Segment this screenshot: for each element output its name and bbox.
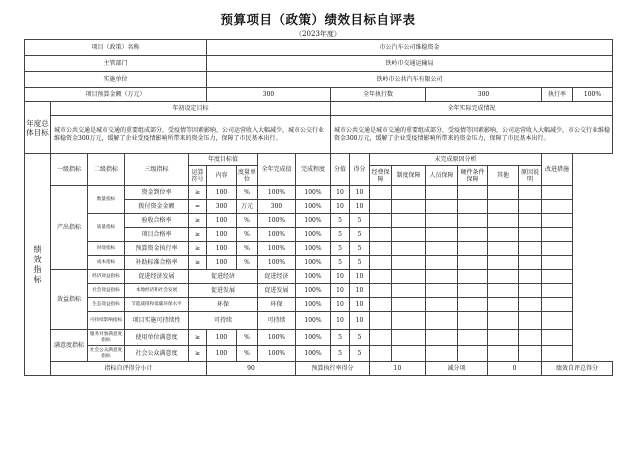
weight-cell: 10: [331, 312, 350, 330]
empty-cell: [519, 242, 542, 256]
budget-value: 300: [207, 88, 331, 102]
target-cell: 100: [207, 228, 237, 242]
empty-cell: [392, 186, 426, 200]
empty-cell: [370, 270, 392, 284]
weight-cell: 10: [331, 270, 350, 284]
level3-cell: 验收合格率: [125, 214, 189, 228]
evaluation-table: [24, 39, 613, 376]
score-cell: 10: [350, 270, 370, 284]
actual-cell: 100%: [258, 330, 296, 346]
empty-cell: [370, 330, 392, 346]
info-row-project: [25, 40, 613, 56]
empty-cell: [458, 298, 488, 312]
empty-cell: [458, 346, 488, 362]
level2-header: 二级指标: [88, 154, 125, 186]
empty-cell: [370, 298, 392, 312]
score-cell: 10: [350, 186, 370, 200]
level1-header: 一级指标: [51, 154, 88, 186]
score-cell: 5: [350, 242, 370, 256]
empty-cell: [519, 312, 542, 330]
weight-cell: 5: [331, 256, 350, 270]
score-cell: 5: [350, 346, 370, 362]
level3-cell: 促进经济发展: [125, 270, 189, 284]
empty-cell: [542, 200, 573, 214]
reason-note-header: 原因说明: [519, 166, 542, 186]
score-header: 得分: [350, 154, 370, 186]
level3-cell: 本地经济和社会发展: [125, 284, 189, 298]
weight-cell: 10: [331, 186, 350, 200]
empty-cell: [426, 298, 458, 312]
target-cell: 300: [207, 200, 237, 214]
operator-cell: ≥: [189, 346, 207, 362]
level2-cell: 时效指标: [88, 242, 125, 256]
empty-cell: [542, 256, 573, 270]
empty-cell: [458, 186, 488, 200]
level3-cell: 预算资金执行率: [125, 242, 189, 256]
unit-cell: %: [237, 186, 258, 200]
empty-cell: [458, 242, 488, 256]
empty-cell: [458, 214, 488, 228]
unit-header: 度量单位: [237, 166, 258, 186]
actual-cell: 可持续: [258, 312, 296, 330]
unit-label: 实施单位: [25, 72, 207, 88]
empty-cell: [426, 346, 458, 362]
target-cell: 促进发展: [189, 284, 258, 298]
perf-section-label: 绩效指标: [25, 154, 51, 376]
page-subtitle: （2023年度）: [295, 30, 341, 38]
table-row: [25, 242, 613, 249]
level2-cell: 社会效益指标: [88, 284, 125, 298]
weight-header: 分值: [331, 154, 350, 186]
level2-cell: 生态效益指标: [88, 298, 125, 312]
empty-cell: [519, 214, 542, 228]
empty-cell: [392, 242, 426, 256]
empty-cell: [519, 298, 542, 312]
empty-cell: [542, 346, 573, 362]
completion-cell: 100%: [296, 284, 331, 298]
empty-cell: [392, 284, 426, 298]
completion-cell: 100%: [296, 228, 331, 242]
empty-cell: [488, 228, 519, 242]
empty-cell: [519, 330, 542, 346]
score-cell: 10: [350, 200, 370, 214]
table-row: [25, 270, 613, 277]
empty-cell: [488, 214, 519, 228]
unit-cell: %: [237, 242, 258, 256]
weight-cell: 10: [331, 298, 350, 312]
completion-cell: 100%: [296, 298, 331, 312]
completion-cell: 100%: [296, 200, 331, 214]
table-row: [25, 214, 613, 221]
level2-cell: 成本指标: [88, 256, 125, 270]
level3-cell: 补助标准合格率: [125, 256, 189, 270]
actual-cell: 100%: [258, 228, 296, 242]
empty-cell: [426, 256, 458, 270]
reason-hardware-header: 硬件条件保障: [458, 166, 488, 186]
level2-cell: 服务对象满意度指标: [88, 330, 125, 346]
empty-cell: [392, 228, 426, 242]
content-header: 内容: [207, 166, 237, 186]
score-cell: 10: [350, 298, 370, 312]
reason-staff-header: 人员保障: [426, 166, 458, 186]
empty-cell: [458, 284, 488, 298]
actual-cell: 促进经济: [258, 270, 296, 284]
empty-cell: [458, 270, 488, 284]
annual-target-header: 年度目标值: [189, 154, 258, 166]
empty-cell: [542, 270, 573, 284]
actual-cell: 100%: [258, 256, 296, 270]
empty-cell: [370, 346, 392, 362]
empty-cell: [426, 214, 458, 228]
annual-goal-section-label: 年度总体目标: [25, 102, 51, 154]
unit-cell: %: [237, 214, 258, 228]
indicator-header-row-1: [25, 154, 613, 166]
initial-goal-header: 年初设定目标: [51, 102, 331, 116]
actual-cell: 300: [258, 200, 296, 214]
empty-cell: [392, 346, 426, 362]
empty-cell: [458, 256, 488, 270]
empty-cell: [488, 284, 519, 298]
completion-cell: 100%: [296, 330, 331, 346]
level3-header: 三级指标: [125, 154, 189, 186]
empty-cell: [370, 242, 392, 256]
deduct-label: 减分项: [426, 362, 488, 376]
actual-cell: 100%: [258, 242, 296, 256]
empty-cell: [370, 228, 392, 242]
score-cell: 5: [350, 228, 370, 242]
level2-cell: 经济效益指标: [88, 270, 125, 284]
rate-label: 执行率: [542, 88, 573, 102]
reason-system-header: 制度保障: [392, 166, 426, 186]
actual-goal-text: 城市公共交通是城市交通的重要组成部分，受疫情等因素影响，公司运营收入大幅减少，市公交行业维稳资金300万元，缓解了企业受疫情影响所带来的资金压力，保障了市民基本出行。: [331, 116, 613, 154]
actual-cell: 促进发展: [258, 284, 296, 298]
weight-cell: 5: [331, 242, 350, 256]
table-row: [25, 256, 613, 263]
level2-cell: 数量指标: [88, 186, 125, 214]
info-row-dept: [25, 56, 613, 72]
empty-cell: [542, 242, 573, 256]
unit-cell: %: [237, 330, 258, 346]
level3-cell: 资金到位率: [125, 186, 189, 200]
target-cell: 100: [207, 256, 237, 270]
level2-cell: 可持续影响指标: [88, 312, 125, 330]
level3-cell: 拨付资金金额: [125, 200, 189, 214]
empty-cell: [392, 270, 426, 284]
level2-cell: 社会公众满意度指标: [88, 346, 125, 362]
table-row: [25, 186, 613, 193]
exec-value: 300: [426, 88, 542, 102]
level3-cell: 节能减排和低碳环保水平: [125, 298, 189, 312]
budget-score-value: 10: [370, 362, 426, 376]
score-cell: 5: [350, 330, 370, 346]
empty-cell: [488, 186, 519, 200]
reason-other-header: 其他: [488, 166, 519, 186]
empty-cell: [392, 200, 426, 214]
empty-cell: [542, 298, 573, 312]
empty-cell: [519, 256, 542, 270]
level3-cell: 社会公众满意度: [125, 346, 189, 362]
empty-cell: [426, 270, 458, 284]
reasons-header: 未完成原因分析: [370, 154, 542, 166]
unit-cell: 万元: [237, 200, 258, 214]
empty-cell: [519, 228, 542, 242]
weight-cell: 10: [331, 200, 350, 214]
completion-cell: 100%: [296, 256, 331, 270]
weight-cell: 10: [331, 284, 350, 298]
target-cell: 100: [207, 346, 237, 362]
project-name-label: 项目（政策）名称: [25, 40, 207, 56]
level3-cell: 项目合格率: [125, 228, 189, 242]
empty-cell: [392, 298, 426, 312]
operator-cell: ≥: [189, 214, 207, 228]
total-label: 绩效自评总得分: [542, 362, 613, 376]
empty-cell: [370, 284, 392, 298]
level2-cell: 质量指标: [88, 214, 125, 242]
empty-cell: [370, 186, 392, 200]
empty-cell: [488, 312, 519, 330]
table-row: [25, 346, 613, 354]
target-cell: 环保: [189, 298, 258, 312]
actual-cell: 100%: [258, 346, 296, 362]
completion-cell: 100%: [296, 242, 331, 256]
level3-cell: 项目实施可持续性: [125, 312, 189, 330]
level1-output: 产出指标: [51, 186, 88, 270]
unit-cell: %: [237, 256, 258, 270]
page-title: 预算项目（政策）绩效目标自评表: [220, 12, 416, 27]
target-cell: 100: [207, 242, 237, 256]
actual-cell: 环保: [258, 298, 296, 312]
unit-cell: %: [237, 228, 258, 242]
empty-cell: [542, 186, 573, 200]
target-cell: 可持续: [189, 312, 258, 330]
actual-cell: 100%: [258, 186, 296, 200]
subtotal-label: 指标自评得分小计: [51, 362, 207, 376]
empty-cell: [392, 330, 426, 346]
target-cell: 100: [207, 330, 237, 346]
empty-cell: [370, 256, 392, 270]
actual-goal-header: 全年实际完成情况: [331, 102, 613, 116]
rate-value: 100%: [573, 88, 613, 102]
empty-cell: [426, 228, 458, 242]
empty-cell: [458, 200, 488, 214]
score-cell: 10: [350, 312, 370, 330]
project-name-value: 市公汽车公司维稳资金: [207, 40, 613, 56]
level1-benefit: 效益指标: [51, 270, 88, 330]
score-cell: 5: [350, 256, 370, 270]
score-cell: 10: [350, 284, 370, 298]
score-cell: 5: [350, 214, 370, 228]
empty-cell: [542, 228, 573, 242]
exec-label: 全年执行数: [331, 88, 426, 102]
budget-label: 项目预算金额（万元）: [25, 88, 207, 102]
completion-cell: 100%: [296, 270, 331, 284]
info-row-unit: [25, 72, 613, 88]
level3-cell: 使用单位满意度: [125, 330, 189, 346]
actual-header: 全年完成值: [258, 154, 296, 186]
footer-row: [25, 362, 613, 376]
dept-value: 铁岭市交通运输局: [207, 56, 613, 72]
operator-cell: ≥: [189, 228, 207, 242]
dept-label: 主管部门: [25, 56, 207, 72]
completion-cell: 100%: [296, 214, 331, 228]
empty-cell: [542, 312, 573, 330]
unit-value: 铁岭市公共汽车有限公司: [207, 72, 613, 88]
empty-cell: [392, 312, 426, 330]
operator-cell: =: [189, 200, 207, 214]
empty-cell: [426, 242, 458, 256]
info-row-budget: [25, 88, 613, 102]
empty-cell: [370, 312, 392, 330]
empty-cell: [542, 284, 573, 298]
empty-cell: [488, 298, 519, 312]
empty-cell: [458, 312, 488, 330]
empty-cell: [426, 312, 458, 330]
level1-satisfaction: 满意度指标: [51, 330, 88, 362]
reason-funding-header: 经费保障: [370, 166, 392, 186]
completion-cell: 100%: [296, 312, 331, 330]
completion-header: 完成程度: [296, 154, 331, 186]
empty-cell: [426, 200, 458, 214]
empty-cell: [542, 330, 573, 346]
target-cell: 100: [207, 186, 237, 200]
empty-cell: [426, 186, 458, 200]
empty-cell: [458, 228, 488, 242]
empty-cell: [488, 200, 519, 214]
empty-cell: [519, 284, 542, 298]
completion-cell: 100%: [296, 346, 331, 362]
empty-cell: [458, 330, 488, 346]
target-cell: 100: [207, 214, 237, 228]
initial-goal-text: 城市公共交通是城市交通的重要组成部分，受疫情等因素影响，公司运营收入大幅减少，城市公交行业维稳资金300万元，缓解了企业受疫情影响所带来的资金压力，保障了市民基本出行。: [51, 116, 331, 154]
goals-text-row: [25, 116, 613, 154]
empty-cell: [488, 346, 519, 362]
empty-cell: [426, 330, 458, 346]
measures-header: 改进措施: [542, 154, 573, 186]
empty-cell: [426, 284, 458, 298]
empty-cell: [488, 242, 519, 256]
weight-cell: 5: [331, 214, 350, 228]
operator-cell: ≥: [189, 186, 207, 200]
subtotal-value: 90: [207, 362, 296, 376]
operator-cell: ≥: [189, 242, 207, 256]
empty-cell: [392, 256, 426, 270]
operator-header: 运算符号: [189, 166, 207, 186]
target-cell: 促进经济: [189, 270, 258, 284]
empty-cell: [488, 256, 519, 270]
goals-header-row: [25, 102, 613, 116]
completion-cell: 100%: [296, 186, 331, 200]
empty-cell: [370, 200, 392, 214]
weight-cell: 5: [331, 346, 350, 362]
empty-cell: [370, 214, 392, 228]
empty-cell: [542, 214, 573, 228]
actual-cell: 100%: [258, 214, 296, 228]
table-row: [25, 312, 613, 321]
empty-cell: [519, 200, 542, 214]
unit-cell: %: [237, 346, 258, 362]
operator-cell: ≥: [189, 330, 207, 346]
weight-cell: 5: [331, 330, 350, 346]
table-row: [25, 284, 613, 291]
empty-cell: [488, 270, 519, 284]
empty-cell: [519, 270, 542, 284]
budget-score-label: 预算执行率得分: [296, 362, 370, 376]
empty-cell: [519, 186, 542, 200]
table-row: [25, 330, 613, 338]
empty-cell: [488, 330, 519, 346]
table-row: [25, 298, 613, 305]
weight-cell: 5: [331, 228, 350, 242]
empty-cell: [392, 214, 426, 228]
empty-cell: [519, 346, 542, 362]
operator-cell: ≥: [189, 256, 207, 270]
deduct-value: 0: [488, 362, 542, 376]
